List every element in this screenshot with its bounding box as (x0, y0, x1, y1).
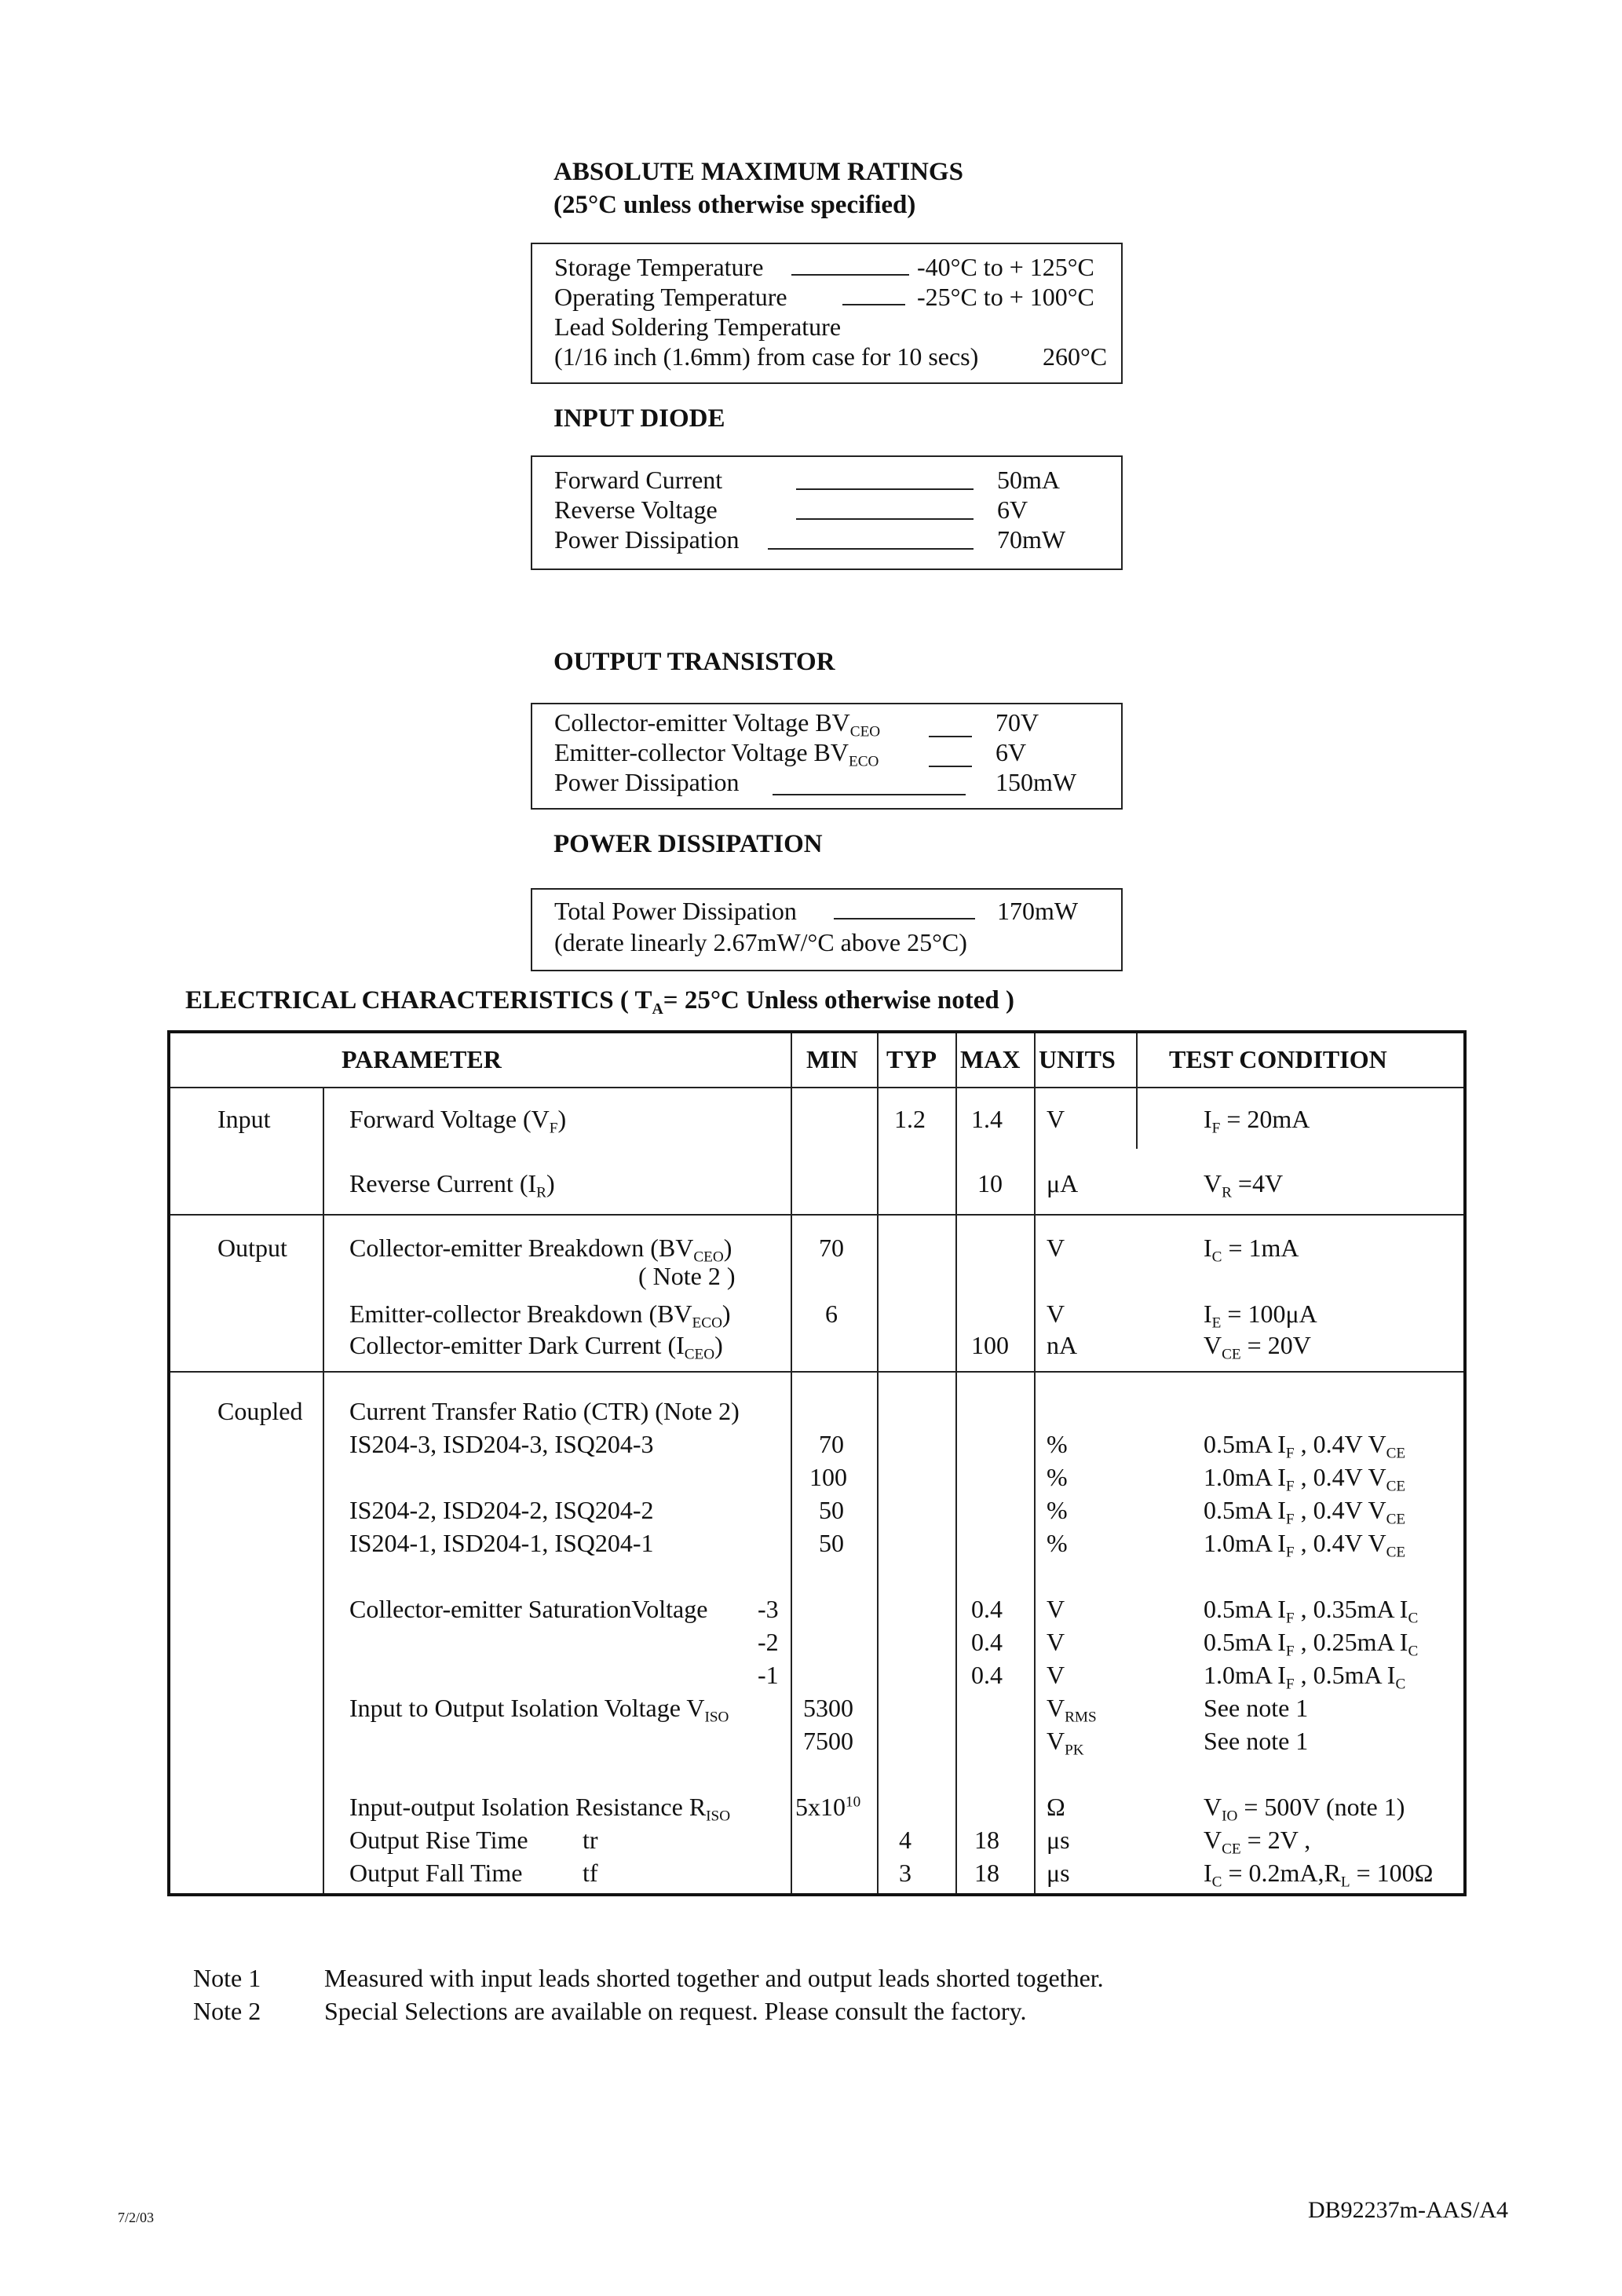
lead-solder-value: 260°C (1043, 342, 1108, 371)
vsat-test: 1.0mA $I_F$ , 0.5mA $I_C$ (1204, 1661, 1406, 1693)
bveco-min: 6 (825, 1300, 838, 1328)
bvceo-min: 70 (819, 1234, 844, 1262)
reverse-current-param: Reverse Current $(I_R)$ (349, 1169, 555, 1201)
forward-voltage-param: Forward Voltage $(V_F)$ (349, 1105, 567, 1137)
header-units: UNITS (1039, 1045, 1116, 1073)
bvceo-param: Collector-emitter Breakdown $(BV_{CEO})$ (349, 1234, 732, 1266)
reverse-current-units: μA (1047, 1169, 1079, 1197)
ctr-test: 0.5mA $I_F$ , 0.4V $V_{CE}$ (1204, 1496, 1406, 1528)
total-power-value: 170mW (997, 897, 1079, 925)
ctr-min: 70 (819, 1430, 844, 1458)
abs-max-box (531, 243, 1123, 384)
forward-current-value: 50mA (997, 466, 1060, 494)
rise-time-symbol: tr (583, 1826, 598, 1854)
leader-line (796, 518, 974, 520)
iceo-units: nA (1047, 1331, 1078, 1359)
power-dissipation-box (531, 888, 1123, 971)
note-2-label: Note 2 (193, 1997, 261, 2025)
ctr-min: 100 (809, 1463, 847, 1491)
header-test-condition: TEST CONDITION (1169, 1045, 1387, 1073)
rise-time-max: 18 (974, 1826, 999, 1854)
col-divider (1136, 1033, 1138, 1149)
fall-time-typ: 3 (899, 1859, 911, 1887)
iceo-param: Collector-emitter Dark Current $(I_{CEO})$ (349, 1331, 723, 1363)
ctr-part: IS204-3, ISD204-3, ISQ204-3 (349, 1430, 654, 1458)
operating-temp-value: -25°C to + 100°C (917, 283, 1094, 311)
bveco-param: Emitter-collector Breakdown $(BV_{ECO})$ (349, 1300, 731, 1332)
vsat-param: Collector-emitter SaturationVoltage (349, 1595, 708, 1623)
ctr-units: % (1047, 1463, 1068, 1491)
bvceo-label: Collector-emitter Voltage $BV_{CEO}$ (554, 708, 881, 740)
input-diode-title: INPUT DIODE (553, 404, 725, 433)
leader-line (768, 548, 974, 550)
viso-test: See note 1 (1204, 1727, 1309, 1755)
group-divider (170, 1371, 1463, 1373)
iceo-test: $V_{CE} = 20V$ (1204, 1331, 1311, 1363)
abs-max-subtitle: (25°C unless otherwise specified) (553, 191, 916, 219)
leader-line (791, 274, 909, 276)
footer-date: 7/2/03 (118, 2210, 155, 2225)
bveco-units: V (1047, 1300, 1065, 1328)
vsat-units: V (1047, 1595, 1065, 1623)
viso-param: Input to Output Isolation Voltage $V_{ISO}$ (349, 1694, 729, 1726)
power-dissipation-title: POWER DISSIPATION (553, 830, 823, 858)
operating-temp-label: Operating Temperature (554, 283, 787, 311)
note-2-text: Special Selections are available on request. Please consult the factory. (324, 1997, 1027, 2025)
header-min: MIN (806, 1045, 858, 1073)
ctr-min: 50 (819, 1529, 844, 1557)
group-input: Input (217, 1105, 271, 1133)
ctr-test: 1.0mA $I_F$ , 0.4V $V_{CE}$ (1204, 1529, 1406, 1561)
fall-time-units: μs (1047, 1859, 1070, 1887)
derate-note: (derate linearly 2.67mW/°C above 25°C) (554, 928, 967, 956)
vsat-test: 0.5mA $I_F$ , 0.35mA $I_C$ (1204, 1595, 1419, 1627)
input-diode-box (531, 455, 1123, 570)
lead-solder-label: Lead Soldering Temperature (554, 313, 842, 341)
vsat-max: 0.4 (971, 1595, 1003, 1623)
ctr-units: % (1047, 1496, 1068, 1524)
rise-time-param: Output Rise Time (349, 1826, 528, 1854)
power-dissipation-value: 70mW (997, 525, 1066, 554)
reverse-current-max: 10 (977, 1169, 1003, 1197)
bvceo-note: ( Note 2 ) (638, 1262, 736, 1290)
rise-time-typ: 4 (899, 1826, 911, 1854)
forward-voltage-max: 1.4 (971, 1105, 1003, 1133)
col-divider (323, 1087, 324, 1893)
header-divider (170, 1087, 1463, 1088)
vsat-grade: -1 (758, 1661, 779, 1689)
riso-test: $V_{IO} = 500V$ (note 1) (1204, 1793, 1405, 1825)
ctr-test: 0.5mA $I_F$ , 0.4V $V_{CE}$ (1204, 1430, 1406, 1462)
electrical-title: ELECTRICAL CHARACTERISTICS ( $T_A= 25^\circ C$ Unless otherwise noted ) (185, 986, 1014, 1018)
electrical-table (167, 1030, 1467, 1896)
header-typ: TYP (886, 1045, 937, 1073)
col-divider (1034, 1033, 1036, 1893)
viso-test: See note 1 (1204, 1694, 1309, 1722)
fall-time-param: Output Fall Time (349, 1859, 523, 1887)
rise-time-units: μs (1047, 1826, 1070, 1854)
storage-temp-value: -40°C to + 125°C (917, 253, 1094, 281)
rise-time-test: $V_{CE} = 2V$ , (1204, 1826, 1311, 1858)
forward-voltage-units: V (1047, 1105, 1065, 1133)
note-1-label: Note 1 (193, 1964, 261, 1992)
leader-line (929, 766, 972, 767)
viso-units: $V_{RMS}$ (1047, 1694, 1097, 1726)
vsat-grade: -2 (758, 1628, 779, 1656)
forward-voltage-typ: 1.2 (894, 1105, 926, 1133)
forward-current-label: Forward Current (554, 466, 723, 494)
transistor-power-value: 150mW (995, 768, 1077, 796)
transistor-power-label: Power Dissipation (554, 768, 740, 796)
vsat-test: 0.5mA $I_F$ , 0.25mA $I_C$ (1204, 1628, 1419, 1660)
bveco-test: $I_E = 100\mu A$ (1204, 1300, 1317, 1332)
bveco-label: Emitter-collector Voltage $BV_{ECO}$ (554, 738, 879, 770)
riso-units: Ω (1047, 1793, 1065, 1821)
note-1-text: Measured with input leads shorted together and output leads shorted together. (324, 1964, 1104, 1992)
ctr-part: IS204-2, ISD204-2, ISQ204-2 (349, 1496, 654, 1524)
lead-solder-note: (1/16 inch (1.6mm) from case for 10 secs) (554, 342, 979, 371)
ctr-min: 50 (819, 1496, 844, 1524)
group-output: Output (217, 1234, 287, 1262)
viso-min: 5300 (803, 1694, 853, 1722)
riso-param: Input-output Isolation Resistance $R_{ISO}$ (349, 1793, 731, 1825)
viso-min: 7500 (803, 1727, 853, 1755)
ctr-test: 1.0mA $I_F$ , 0.4V $V_{CE}$ (1204, 1463, 1406, 1495)
reverse-current-test: $V_R =4V$ (1204, 1169, 1284, 1201)
abs-max-title: ABSOLUTE MAXIMUM RATINGS (553, 158, 963, 186)
footer-doc-id: DB92237m-AAS/A4 (1308, 2197, 1509, 2223)
group-coupled: Coupled (217, 1397, 303, 1425)
leader-line (929, 736, 972, 737)
col-divider (955, 1033, 957, 1893)
bvceo-value: 70V (995, 708, 1039, 737)
forward-voltage-test: $I_F = 20mA$ (1204, 1105, 1310, 1137)
total-power-label: Total Power Dissipation (554, 897, 797, 925)
leader-line (834, 918, 975, 919)
col-divider (791, 1033, 792, 1893)
leader-line (773, 794, 966, 795)
reverse-voltage-label: Reverse Voltage (554, 495, 718, 524)
vsat-max: 0.4 (971, 1661, 1003, 1689)
ctr-part: IS204-1, ISD204-1, ISQ204-1 (349, 1529, 654, 1557)
ctr-units: % (1047, 1430, 1068, 1458)
ctr-title: Current Transfer Ratio (CTR) (Note 2) (349, 1397, 740, 1425)
vsat-units: V (1047, 1628, 1065, 1656)
col-divider (877, 1033, 879, 1893)
bveco-value: 6V (995, 738, 1027, 766)
leader-line (796, 488, 974, 490)
vsat-grade: -3 (758, 1595, 779, 1623)
bvceo-units: V (1047, 1234, 1065, 1262)
vsat-units: V (1047, 1661, 1065, 1689)
header-parameter: PARAMETER (342, 1045, 502, 1073)
header-max: MAX (960, 1045, 1021, 1073)
power-dissipation-label: Power Dissipation (554, 525, 740, 554)
storage-temp-label: Storage Temperature (554, 253, 764, 281)
viso-units: $V_{PK}$ (1047, 1727, 1084, 1759)
group-divider (170, 1214, 1463, 1216)
bvceo-test: $I_C = 1mA$ (1204, 1234, 1299, 1266)
iceo-max: 100 (971, 1331, 1009, 1359)
reverse-voltage-value: 6V (997, 495, 1028, 524)
output-transistor-title: OUTPUT TRANSISTOR (553, 648, 835, 676)
fall-time-test: $I_C = 0.2mA,R_L = 100\Omega$ (1204, 1859, 1434, 1891)
output-transistor-box (531, 703, 1123, 810)
riso-min: $5x10^{10}$ (795, 1793, 861, 1821)
fall-time-max: 18 (974, 1859, 999, 1887)
leader-line (842, 304, 905, 305)
ctr-units: % (1047, 1529, 1068, 1557)
vsat-max: 0.4 (971, 1628, 1003, 1656)
fall-time-symbol: tf (583, 1859, 598, 1887)
